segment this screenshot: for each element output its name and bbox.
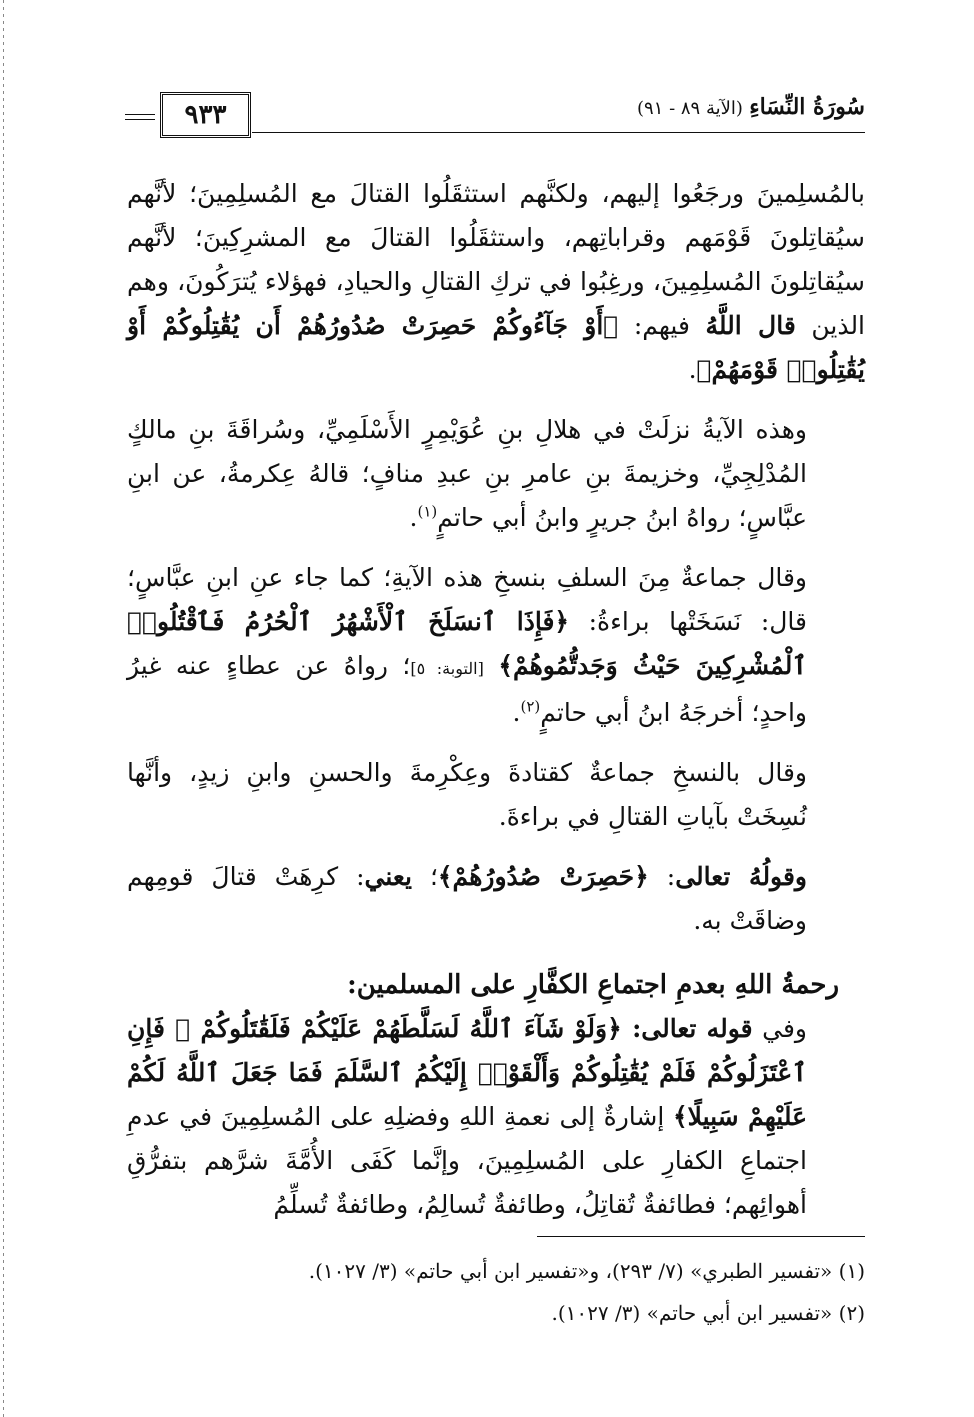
footnote-1: (١) «تفسير الطبري» (٧/ ٢٩٣)، و«تفسير ابن أبي حاتم» (٣/ ١٠٢٧). bbox=[308, 1259, 865, 1283]
paragraph-text: : كرِهَتْ قتالَ قومِهم وضاقَتْ به. bbox=[127, 862, 807, 935]
punctuation: . bbox=[512, 698, 521, 727]
paragraph-text: وقال جماعةٌ مِنَ السلفِ بنسخِ هذه الآيةِ؛ كما جاء عنِ ابنِ عبَّاسٍ؛ قال: نَسَخَتْها براءةُ: bbox=[127, 563, 807, 636]
quran-verse: ﴿حَصِرَتْ صُدُورُهُمْ﴾ bbox=[437, 862, 649, 891]
text-line: بالمُسلِمينَ ورجَعُوا إليهم، ولكنَّهم استثقَلُوا القتالَ مع المُسلِمِينَ؛ لأنَّهم bbox=[127, 179, 865, 208]
paragraph-text: وهذه الآيةُ نزلَتْ في هلالِ بنِ عُوَيْمِرٍ الأَسْلَمِيِّ، وسُراقَةَ بنِ مالكٍ المُدْلِجِيِّ، وخزيمةَ بنِ عامرِ بنِ عبدِ منافٍ؛ قالهُ عِكرمةُ، عن ابنِ عبَّاسٍ؛ رواهُ ابنُ جريرٍ وابنُ أبي حاتمٍ bbox=[127, 415, 807, 532]
ayah-range: (الآية ٨٩ - ٩١) bbox=[636, 98, 743, 119]
punctuation: : bbox=[648, 862, 676, 891]
footnote-2: (٢) «تفسير ابن أبي حاتم» (٣/ ١٠٢٧). bbox=[551, 1301, 865, 1325]
punctuation: . bbox=[688, 355, 697, 384]
paragraph-text: وفي bbox=[752, 1014, 807, 1043]
verse-reference: [التوبة: ٥] bbox=[410, 659, 484, 678]
bold-phrase: وقولُهُ تعالى bbox=[675, 862, 807, 891]
scan-edge bbox=[3, 0, 4, 1417]
footnotes bbox=[260, 1250, 865, 1334]
footnote-separator bbox=[537, 1236, 865, 1237]
header-rule-left bbox=[125, 114, 155, 115]
header-rule-left-2 bbox=[125, 119, 155, 120]
section-heading: رحمةُ اللهِ بعدمِ اجتماعِ الكفَّارِ على المسلمين: bbox=[347, 970, 839, 1000]
page-header bbox=[125, 92, 865, 137]
page-number-box bbox=[160, 92, 251, 138]
punctuation: . bbox=[409, 503, 418, 532]
bold-phrase: قال اللَّهُ bbox=[705, 311, 796, 340]
text-line: وهم الذين bbox=[127, 267, 866, 340]
paragraph-3 bbox=[127, 556, 865, 735]
paragraph-2 bbox=[127, 408, 865, 540]
text-line: فيهم: bbox=[618, 311, 706, 340]
surah-name: سُورَةُ النِّسَاءِ bbox=[749, 94, 865, 120]
paragraph-text: وقال بالنسخِ جماعةٌ كقتادةَ وعِكْرِمةَ والحسنِ وابنِ زيدٍ، وأنَّها نُسِخَتْ بآياتِ القتالِ في براءةَ. bbox=[127, 758, 807, 831]
bold-phrase: قوله تعالى: bbox=[632, 1014, 753, 1043]
footnote-ref-2: (٢) bbox=[520, 697, 541, 716]
paragraph-5 bbox=[127, 855, 865, 943]
footnote-ref-1: (١) bbox=[417, 502, 438, 521]
page-number: ٩٣٣ bbox=[184, 100, 227, 130]
bold-phrase: يعني bbox=[364, 862, 412, 891]
surah-title bbox=[637, 94, 865, 120]
quran-verse: ﴿وَلَوْ شَآءَ ٱللَّهُ لَسَلَّطَهُمْ عَلَيْكُمْ فَلَقَٰتَلُوكُمْ ۚ فَإِنِ ٱعْتَزَلُوكُمْ فَلَمْ يُقَٰتِلُوكُمْ وَأَلْقَوْا۟ إِلَيْكُمُ ٱلسَّلَمَ فَمَا جَعَلَ ٱللَّهُ لَكُمْ عَلَيْهِمْ سَبِيلًا﴾ bbox=[127, 1014, 808, 1131]
paragraph-1 bbox=[127, 172, 865, 392]
header-rule-right bbox=[252, 132, 865, 133]
paragraph-text: ؛ رواهُ عن عطاءٍ عنه غيرُ واحدٍ؛ أخرجَهُ ابنُ أبي حاتمٍ bbox=[127, 651, 807, 727]
text-line: سيُقاتِلونَ المُسلِمِينَ، ورغِبُوا في تركِ القتالِ والحيادِ، فهؤلاء يُترَكُونَ، bbox=[177, 267, 865, 296]
quran-verse: ﴿أَوْ جَآءُوكُمْ حَصِرَتْ صُدُورُهُمْ أَن يُقَٰتِلُوكُمْ أَوْ يُقَٰتِلُوا۟ قَوْمَهُمْ﴾ bbox=[127, 311, 865, 384]
quran-verse: ﴿فَإِذَا ٱنسَلَخَ ٱلْأَشْهُرُ ٱلْحُرُمُ فَٱقْتُلُوا۟ ٱلْمُشْرِكِينَ حَيْثُ وَجَدتُّمُوهُمْ﴾ bbox=[127, 607, 807, 680]
punctuation: ؛ bbox=[411, 862, 438, 891]
text-line: سيُقاتِلونَ قَوْمَهم وقراباتِهم، واستثقَلُوا القتالَ مع المشرِكِينَ؛ لأنَّهم bbox=[127, 223, 865, 252]
paragraph-text: إشارةٌ إلى نعمةِ اللهِ وفضلِهِ على المُسلِمِينَ في عدمِ اجتماعِ الكفارِ على المُسلِمِينَ، وإنَّما كَفَى الأُمَّةَ شرَّهم بتفرُّقِ أهوائِهم؛ فطائفةٌ تُقاتِلُ، وطائفةٌ تُسالِمُ، وطائفةٌ تُسلِّمُ bbox=[127, 1102, 807, 1219]
page-body bbox=[127, 172, 865, 1227]
paragraph-6 bbox=[127, 1007, 865, 1227]
paragraph-4 bbox=[127, 751, 865, 839]
